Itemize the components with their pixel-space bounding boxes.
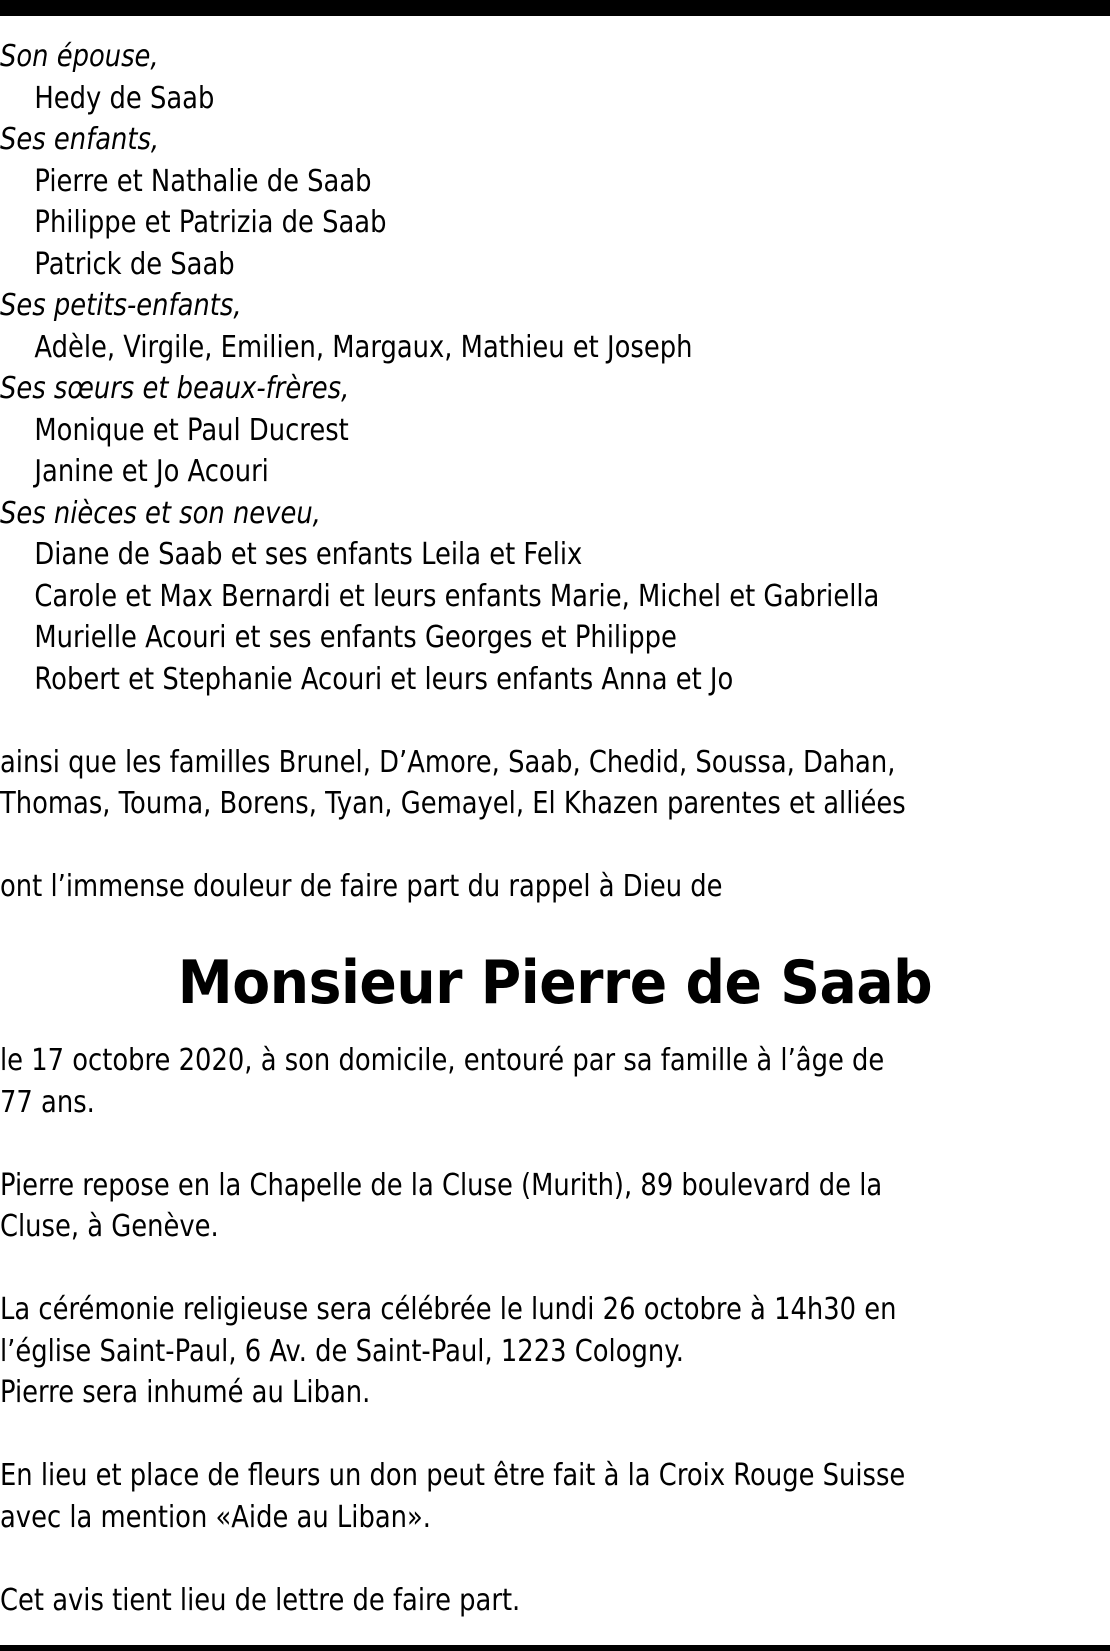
family-name: Murielle Acouri et ses enfants Georges et Philippe xyxy=(34,620,677,655)
family-name: Robert et Stephanie Acouri et leurs enfants Anna et Jo xyxy=(34,661,734,697)
family-name: Monique et Paul Ducrest xyxy=(34,412,349,448)
family-list xyxy=(0,36,951,908)
spacer xyxy=(0,1414,951,1456)
ceremony-line: La cérémonie religieuse sera célébrée le lundi 26 octobre à 14h30 en xyxy=(0,1292,897,1327)
family-name: Pierre et Nathalie de Saab xyxy=(34,163,372,199)
families-line: Thomas, Touma, Borens, Tyan, Gemayel, El Khazen parentes et alliées xyxy=(0,786,906,821)
family-name: Patrick de Saab xyxy=(34,246,235,282)
deceased-name-text: Monsieur Pierre de Saab xyxy=(177,948,933,1018)
repose-line: Cluse, à Genève. xyxy=(0,1209,219,1244)
family-name: Carole et Max Bernardi et leurs enfants Marie, Michel et Gabriella xyxy=(34,578,880,614)
death-line: 77 ans. xyxy=(0,1084,95,1120)
donation-line: avec la mention «Aide au Liban». xyxy=(0,1499,431,1535)
spacer xyxy=(0,1538,951,1580)
ceremony-line: l’église Saint-Paul, 6 Av. de Saint-Paul, 1223 Cologny. xyxy=(0,1333,685,1369)
death-line: le 17 octobre 2020, à son domicile, entouré par sa famille à l’âge de xyxy=(0,1043,885,1078)
spacer xyxy=(0,700,951,742)
relation-heading: Ses nièces et son neveu, xyxy=(0,495,321,531)
relation-heading: Ses enfants, xyxy=(0,122,160,157)
burial-line: Pierre sera inhumé au Liban. xyxy=(0,1375,371,1410)
bottom-rule xyxy=(0,1645,1110,1651)
details-section xyxy=(0,1040,951,1621)
spacer xyxy=(0,1248,951,1290)
relation-heading: Ses petits-enfants, xyxy=(0,288,242,323)
spacer xyxy=(0,1123,951,1165)
spacer xyxy=(0,825,951,867)
repose-line: Pierre repose en la Chapelle de la Cluse (Murith), 89 boulevard de la xyxy=(0,1167,883,1203)
families-line: ainsi que les familles Brunel, D’Amore, Saab, Chedid, Soussa, Dahan, xyxy=(0,744,896,780)
family-name: Diane de Saab et ses enfants Leila et Felix xyxy=(34,537,583,572)
closing-line: Cet avis tient lieu de lettre de faire part. xyxy=(0,1582,521,1618)
family-name: Philippe et Patrizia de Saab xyxy=(34,205,387,240)
family-name: Janine et Jo Acouri xyxy=(34,454,269,489)
relation-heading: Son épouse, xyxy=(0,39,159,74)
relation-heading: Ses sœurs et beaux-frères, xyxy=(0,371,350,406)
family-name: Adèle, Virgile, Emilien, Margaux, Mathieu et Joseph xyxy=(34,329,693,365)
family-name: Hedy de Saab xyxy=(34,80,215,116)
donation-line: En lieu et place de fleurs un don peut être fait à la Croix Rouge Suisse xyxy=(0,1458,906,1493)
top-rule xyxy=(0,0,1110,16)
deceased-name xyxy=(0,945,1110,1021)
announcement-text: ont l’immense douleur de faire part du rappel à Dieu de xyxy=(0,869,723,904)
